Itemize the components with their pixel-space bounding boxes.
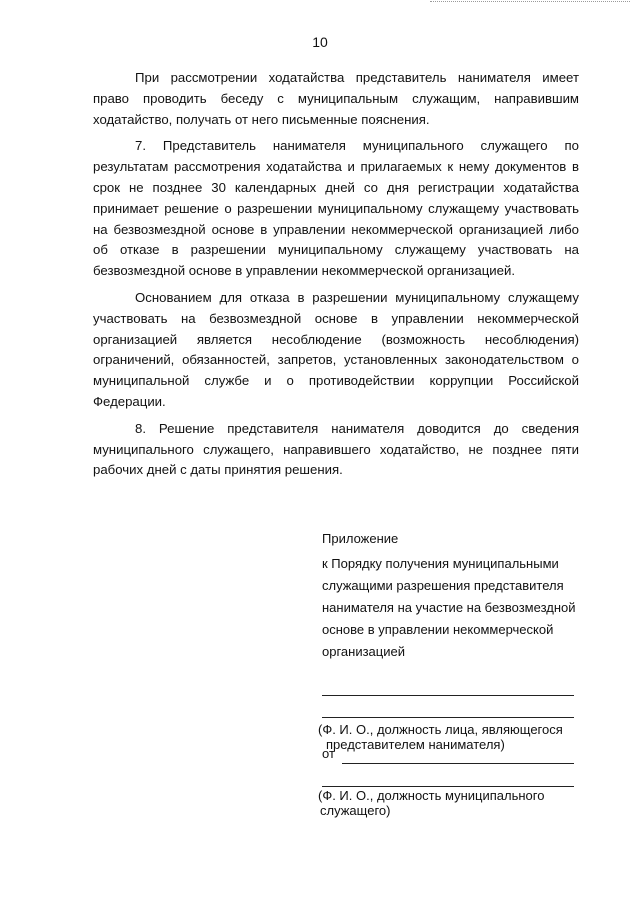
recipient-line-2 xyxy=(322,717,574,718)
paragraph-conversation: При рассмотрении ходатайства представитель нанимателя имеет право проводить беседу с муниципальным служащим, направившим ходатайство, получать от него письменные пояснения. xyxy=(93,70,579,127)
annex-intro: к Порядку получения муниципальными служащими разрешения представителя нанимателя на участие на безвозмездной основе в управлении некоммерческой организацией xyxy=(322,556,576,659)
recipient-caption-line1: (Ф. И. О., должность лица, являющегося xyxy=(318,722,563,737)
page-number: 10 xyxy=(312,34,328,50)
applicant-line-1 xyxy=(342,763,574,764)
applicant-caption-line1: (Ф. И. О., должность муниципального xyxy=(318,788,545,803)
from-label: от xyxy=(322,746,335,761)
recipient-caption-line2: представителем нанимателя) xyxy=(326,737,505,752)
annex-heading xyxy=(322,528,582,663)
annex-title: Приложение xyxy=(322,531,399,546)
paragraph-refusal-grounds: Основанием для отказа в разрешении муниципальному служащему участвовать на безвозмездной основе в управлении некоммерческой организацией является несоблюдение (возможность несоблюдения) ограничений, обязанностей, запретов, установленных законодательством о муниципальной службе и о противодействии коррупции Российской Федерации. xyxy=(93,289,579,409)
top-edge-rule xyxy=(430,1,630,2)
recipient-line-1 xyxy=(322,695,574,696)
main-text xyxy=(93,68,579,487)
paragraph-8: 8. Решение представителя нанимателя доводится до сведения муниципального служащего, направившего ходатайство, не позднее пяти рабочих дней с даты принятия решения. xyxy=(93,420,579,478)
applicant-line-2 xyxy=(322,786,574,787)
applicant-caption-line2: служащего) xyxy=(320,803,391,818)
paragraph-7: 7. Представитель нанимателя муниципального служащего по результатам рассмотрения ходатайства и прилагаемых к нему документов в срок не позднее 30 календарных дней со дня регистрации ходатайства принимает решение о разрешении муниципальному служащему участвовать на безвозмездной основе в управлении некоммерческой организацией либо об отказе в разрешении муниципальному служащему участвовать на безвозмездной основе в управлении некоммерческой организацией. xyxy=(93,138,579,279)
